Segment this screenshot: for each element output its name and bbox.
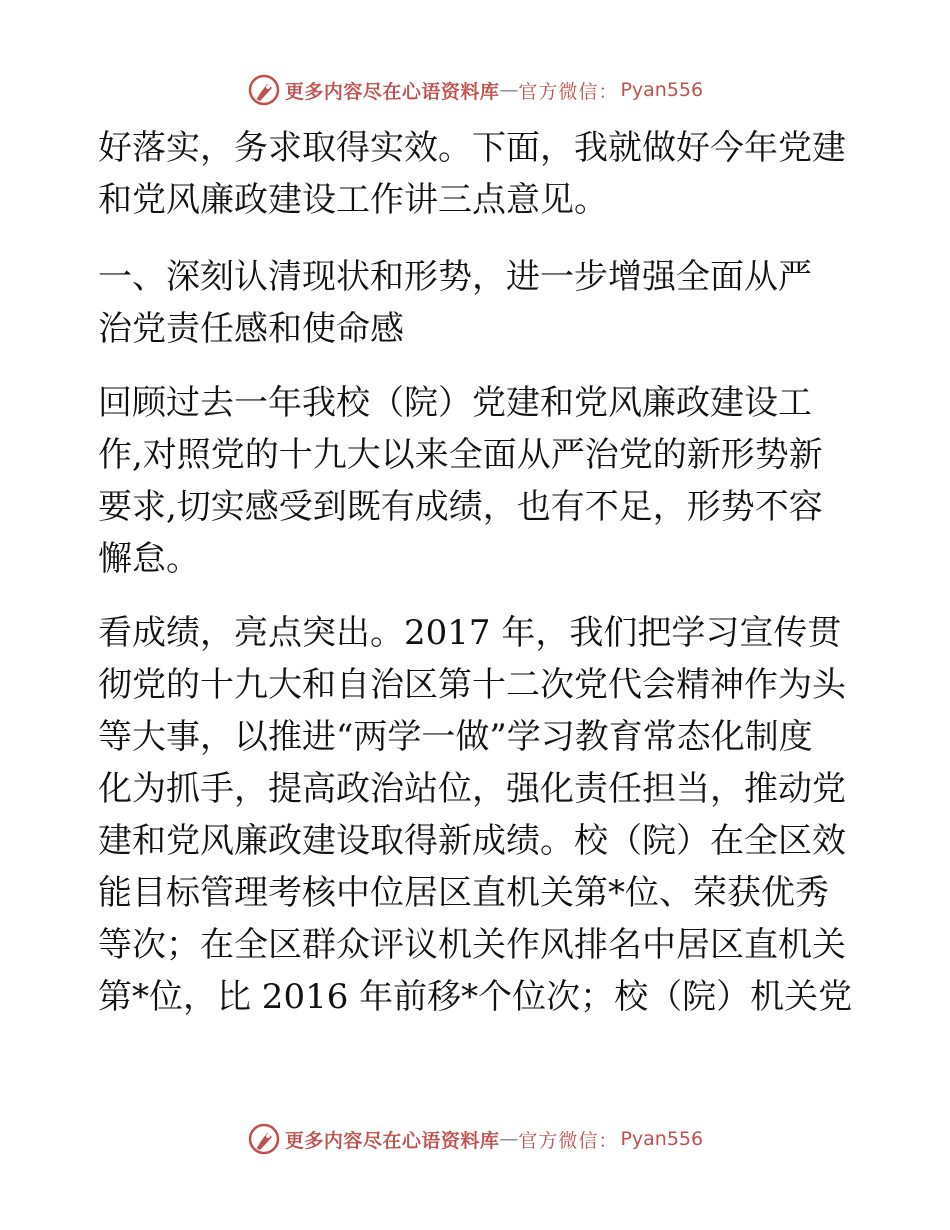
watermark-wechat-id: Pyan556 <box>620 1128 704 1150</box>
watermark-footer <box>0 1119 950 1159</box>
body-line: 和党风廉政建设工作讲三点意见。 <box>98 180 608 220</box>
watermark-wechat-id: Pyan556 <box>620 79 704 101</box>
body-line: 作,对照党的十九大以来全面从严治党的新形势新 <box>98 435 823 475</box>
body-line: 建和党风廉政建设取得新成绩。校（院）在全区效 <box>98 821 846 861</box>
watermark-separator: — <box>499 1128 519 1150</box>
body-line: 等次；在全区群众评议机关作风排名中居区直机关 <box>98 925 846 965</box>
body-line: 第*位，比 2016 年前移*个位次；校（院）机关党 <box>98 977 853 1017</box>
document-body <box>98 122 858 1023</box>
watermark-brand: 更多内容尽在心语资料库 <box>284 80 500 103</box>
section-heading-line: 治党责任感和使命感 <box>98 309 404 349</box>
watermark-brand: 更多内容尽在心语资料库 <box>284 1129 500 1152</box>
body-line: 看成绩，亮点突出。2017 年，我们把学习宣传贯 <box>98 613 842 653</box>
body-line: 化为抓手，提高政治站位，强化责任担当，推动党 <box>98 769 846 809</box>
body-line: 等大事，以推进“两学一做”学习教育常态化制度 <box>98 717 813 757</box>
watermark-official-label: 官方微信： <box>518 1129 619 1152</box>
body-line: 彻党的十九大和自治区第十二次党代会精神作为头 <box>98 665 846 705</box>
pen-nib-logo-icon <box>247 73 281 107</box>
pen-nib-logo-icon <box>247 1122 281 1156</box>
body-line: 好落实，务求取得实效。下面，我就做好今年党建 <box>98 128 846 168</box>
watermark-separator: — <box>499 79 519 101</box>
body-line: 回顾过去一年我校（院）党建和党风廉政建设工 <box>98 383 812 423</box>
watermark-header <box>0 70 950 110</box>
watermark-official-label: 官方微信： <box>518 80 619 103</box>
body-line: 要求,切实感受到既有成绩，也有不足，形势不容 <box>98 487 823 527</box>
body-line: 懈怠。 <box>98 539 200 579</box>
section-heading-line: 一、深刻认清现状和形势，进一步增强全面从严 <box>98 257 812 297</box>
body-line: 能目标管理考核中位居区直机关第*位、荣获优秀 <box>98 873 829 913</box>
